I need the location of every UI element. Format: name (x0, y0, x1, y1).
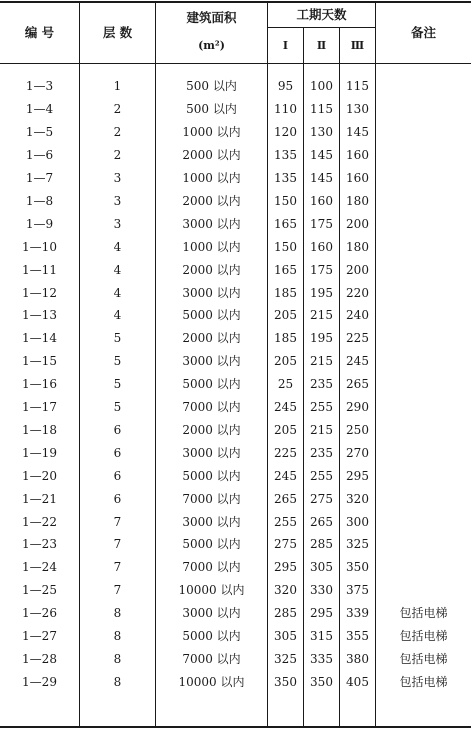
cell-id: 1—26 (22, 606, 57, 621)
cell-floors: 1 (113, 79, 122, 94)
cell-days-2: 215 (310, 308, 333, 323)
cell-note (376, 327, 471, 350)
cell-floors: 6 (113, 445, 122, 460)
cell-area: 10000 以内 (178, 583, 245, 598)
cell-id: 1—12 (22, 285, 57, 300)
cell-days-2: 195 (310, 331, 333, 346)
header-period-col-2: Ⅱ (316, 39, 327, 52)
cell-days-2: 265 (310, 514, 333, 529)
cell-id: 1—4 (25, 102, 54, 117)
cell-days-2: 255 (310, 468, 333, 483)
cell-id: 1—7 (25, 171, 54, 186)
cell-id: 1—5 (25, 125, 54, 140)
cell-area: 5000 以内 (182, 629, 241, 644)
cell-days-3: 320 (346, 491, 369, 506)
cell-id: 1—14 (22, 331, 57, 346)
cell-id: 1—6 (25, 148, 54, 163)
cell-days-1: 205 (274, 308, 297, 323)
cell-area: 5000 以内 (182, 377, 241, 392)
table-bottom-rule (0, 726, 471, 728)
cell-floors: 4 (113, 285, 122, 300)
table-row (0, 556, 471, 579)
cell-area: 3000 以内 (182, 606, 241, 621)
cell-days-1: 150 (274, 193, 297, 208)
cell-id: 1—27 (22, 629, 57, 644)
cell-days-3: 380 (346, 651, 369, 666)
table-row (0, 487, 471, 510)
cell-days-2: 275 (310, 491, 333, 506)
cell-note (376, 464, 471, 487)
cell-area: 3000 以内 (182, 514, 241, 529)
cell-days-2: 160 (310, 239, 333, 254)
cell-days-3: 145 (346, 125, 369, 140)
cell-area: 3000 以内 (182, 285, 241, 300)
cell-note (376, 419, 471, 442)
cell-id: 1—19 (22, 445, 57, 460)
cell-days-2: 295 (310, 606, 333, 621)
cell-floors: 7 (113, 583, 122, 598)
cell-note: 包括电梯 (399, 674, 448, 689)
table-row (0, 235, 471, 258)
cell-days-1: 135 (274, 171, 297, 186)
cell-days-3: 405 (346, 674, 369, 689)
cell-days-3: 339 (346, 606, 369, 621)
cell-floors: 8 (113, 606, 122, 621)
cell-area: 1000 以内 (182, 239, 241, 254)
cell-days-1: 265 (274, 491, 297, 506)
cell-note: 包括电梯 (399, 606, 448, 621)
table-row (0, 258, 471, 281)
cell-note (376, 304, 471, 327)
cell-id: 1—8 (25, 193, 54, 208)
cell-note (376, 396, 471, 419)
cell-days-2: 305 (310, 560, 333, 575)
cell-floors: 4 (113, 262, 122, 277)
table-row (0, 396, 471, 419)
cell-days-1: 165 (274, 216, 297, 231)
cell-days-3: 130 (346, 102, 369, 117)
cell-days-1: 245 (274, 400, 297, 415)
cell-days-1: 325 (274, 651, 297, 666)
cell-days-3: 265 (346, 377, 369, 392)
cell-days-1: 95 (277, 79, 294, 94)
cell-note (376, 167, 471, 190)
cell-days-3: 200 (346, 262, 369, 277)
cell-id: 1—29 (22, 674, 57, 689)
cell-id: 1—20 (22, 468, 57, 483)
cell-days-1: 225 (274, 445, 297, 460)
cell-floors: 5 (113, 377, 122, 392)
cell-days-1: 205 (274, 354, 297, 369)
cell-area: 500 以内 (186, 102, 237, 117)
cell-days-2: 215 (310, 422, 333, 437)
cell-days-2: 130 (310, 125, 333, 140)
cell-days-3: 355 (346, 629, 369, 644)
cell-note: 包括电梯 (399, 629, 448, 644)
table-row (0, 75, 471, 98)
cell-floors: 2 (113, 148, 122, 163)
cell-area: 2000 以内 (182, 422, 241, 437)
cell-note (376, 441, 471, 464)
cell-area: 7000 以内 (182, 491, 241, 506)
cell-area: 3000 以内 (182, 445, 241, 460)
table-row (0, 144, 471, 167)
table-row (0, 464, 471, 487)
cell-area: 2000 以内 (182, 331, 241, 346)
cell-floors: 4 (113, 308, 122, 323)
cell-note (376, 235, 471, 258)
cell-days-2: 235 (310, 377, 333, 392)
header-floors: 层 数 (102, 24, 133, 40)
table-row (0, 304, 471, 327)
cell-days-2: 115 (310, 102, 333, 117)
table-row (0, 212, 471, 235)
cell-days-3: 300 (346, 514, 369, 529)
cell-days-1: 120 (274, 125, 297, 140)
cell-days-2: 175 (310, 216, 333, 231)
cell-note (376, 75, 471, 98)
cell-days-2: 160 (310, 193, 333, 208)
cell-id: 1—11 (22, 262, 57, 277)
cell-days-3: 225 (346, 331, 369, 346)
cell-days-3: 160 (346, 148, 369, 163)
cell-id: 1—22 (22, 514, 57, 529)
cell-days-3: 115 (346, 79, 369, 94)
cell-days-3: 180 (346, 193, 369, 208)
cell-days-3: 245 (346, 354, 369, 369)
cell-area: 3000 以内 (182, 216, 241, 231)
header-period-col-3: Ⅲ (350, 39, 365, 52)
header-bottom-rule (0, 63, 471, 64)
cell-note (376, 579, 471, 602)
cell-days-1: 25 (277, 377, 294, 392)
cell-area: 10000 以内 (178, 674, 245, 689)
cell-floors: 8 (113, 674, 122, 689)
table-row (0, 121, 471, 144)
cell-days-3: 350 (346, 560, 369, 575)
cell-area: 500 以内 (186, 79, 237, 94)
cell-note (376, 556, 471, 579)
cell-id: 1—3 (25, 79, 54, 94)
cell-note (376, 190, 471, 213)
cell-days-1: 165 (274, 262, 297, 277)
cell-days-1: 110 (274, 102, 297, 117)
table-row (0, 648, 471, 671)
cell-days-1: 285 (274, 606, 297, 621)
cell-area: 7000 以内 (182, 560, 241, 575)
cell-note: 包括电梯 (399, 651, 448, 666)
cell-days-1: 135 (274, 148, 297, 163)
header-period: 工期天数 (296, 6, 347, 22)
table-row (0, 670, 471, 693)
cell-days-3: 295 (346, 468, 369, 483)
cell-days-2: 350 (310, 674, 333, 689)
cell-note (376, 281, 471, 304)
cell-floors: 5 (113, 400, 122, 415)
cell-floors: 7 (113, 537, 122, 552)
cell-area: 5000 以内 (182, 308, 241, 323)
cell-days-2: 330 (310, 583, 333, 598)
cell-id: 1—9 (25, 216, 54, 231)
cell-floors: 8 (113, 629, 122, 644)
cell-floors: 5 (113, 354, 122, 369)
cell-days-1: 275 (274, 537, 297, 552)
table-row (0, 625, 471, 648)
cell-id: 1—24 (22, 560, 57, 575)
cell-days-1: 350 (274, 674, 297, 689)
table-row (0, 190, 471, 213)
cell-days-3: 180 (346, 239, 369, 254)
table-row (0, 419, 471, 442)
cell-days-1: 305 (274, 629, 297, 644)
cell-days-1: 255 (274, 514, 297, 529)
cell-area: 1000 以内 (182, 171, 241, 186)
cell-days-3: 240 (346, 308, 369, 323)
cell-days-2: 175 (310, 262, 333, 277)
cell-floors: 8 (113, 651, 122, 666)
cell-floors: 3 (113, 216, 122, 231)
cell-note (376, 373, 471, 396)
cell-days-3: 290 (346, 400, 369, 415)
cell-floors: 7 (113, 514, 122, 529)
cell-area: 7000 以内 (182, 651, 241, 666)
table-row (0, 579, 471, 602)
cell-id: 1—23 (22, 537, 57, 552)
cell-id: 1—18 (22, 422, 57, 437)
cell-days-3: 375 (346, 583, 369, 598)
cell-floors: 3 (113, 193, 122, 208)
table-row (0, 441, 471, 464)
table-row (0, 327, 471, 350)
header-period-col-1: Ⅰ (282, 39, 289, 52)
header-note: 备注 (410, 24, 436, 40)
header-area-unit: (m²) (198, 38, 225, 52)
cell-days-3: 325 (346, 537, 369, 552)
cell-days-1: 185 (274, 331, 297, 346)
cell-days-2: 315 (310, 629, 333, 644)
cell-days-2: 335 (310, 651, 333, 666)
table-row (0, 602, 471, 625)
table-row (0, 373, 471, 396)
cell-note (376, 258, 471, 281)
cell-floors: 6 (113, 491, 122, 506)
cell-days-1: 245 (274, 468, 297, 483)
cell-floors: 7 (113, 560, 122, 575)
cell-days-1: 205 (274, 422, 297, 437)
cell-days-3: 200 (346, 216, 369, 231)
cell-days-3: 160 (346, 171, 369, 186)
cell-note (376, 510, 471, 533)
table-row (0, 167, 471, 190)
cell-days-1: 185 (274, 285, 297, 300)
cell-floors: 3 (113, 171, 122, 186)
table-row (0, 350, 471, 373)
table-row (0, 533, 471, 556)
cell-area: 1000 以内 (182, 125, 241, 140)
header-area-title: 建筑面积 (186, 9, 237, 25)
cell-id: 1—15 (22, 354, 57, 369)
cell-floors: 6 (113, 422, 122, 437)
cell-note (376, 212, 471, 235)
cell-area: 7000 以内 (182, 400, 241, 415)
cell-days-3: 250 (346, 422, 369, 437)
cell-days-2: 145 (310, 148, 333, 163)
table-row (0, 281, 471, 304)
cell-area: 5000 以内 (182, 537, 241, 552)
header-id: 编 号 (24, 24, 55, 40)
cell-area: 2000 以内 (182, 148, 241, 163)
cell-days-2: 100 (310, 79, 333, 94)
cell-area: 2000 以内 (182, 262, 241, 277)
cell-area: 2000 以内 (182, 193, 241, 208)
cell-days-1: 150 (274, 239, 297, 254)
cell-id: 1—25 (22, 583, 57, 598)
cell-floors: 6 (113, 468, 122, 483)
cell-id: 1—16 (22, 377, 57, 392)
cell-id: 1—17 (22, 400, 57, 415)
cell-note (376, 487, 471, 510)
table-row (0, 98, 471, 121)
cell-area: 3000 以内 (182, 354, 241, 369)
cell-days-3: 270 (346, 445, 369, 460)
cell-days-2: 195 (310, 285, 333, 300)
cell-note (376, 533, 471, 556)
cell-floors: 5 (113, 331, 122, 346)
cell-note (376, 350, 471, 373)
cell-floors: 2 (113, 125, 122, 140)
cell-days-3: 220 (346, 285, 369, 300)
cell-id: 1—21 (22, 491, 57, 506)
cell-days-2: 285 (310, 537, 333, 552)
cell-days-2: 235 (310, 445, 333, 460)
cell-floors: 2 (113, 102, 122, 117)
cell-note (376, 144, 471, 167)
cell-days-1: 295 (274, 560, 297, 575)
cell-days-2: 215 (310, 354, 333, 369)
cell-floors: 4 (113, 239, 122, 254)
cell-area: 5000 以内 (182, 468, 241, 483)
cell-days-1: 320 (274, 583, 297, 598)
cell-id: 1—10 (22, 239, 57, 254)
cell-note (376, 98, 471, 121)
cell-days-2: 255 (310, 400, 333, 415)
table-row (0, 510, 471, 533)
cell-days-2: 145 (310, 171, 333, 186)
cell-note (376, 121, 471, 144)
cell-id: 1—13 (22, 308, 57, 323)
cell-id: 1—28 (22, 651, 57, 666)
